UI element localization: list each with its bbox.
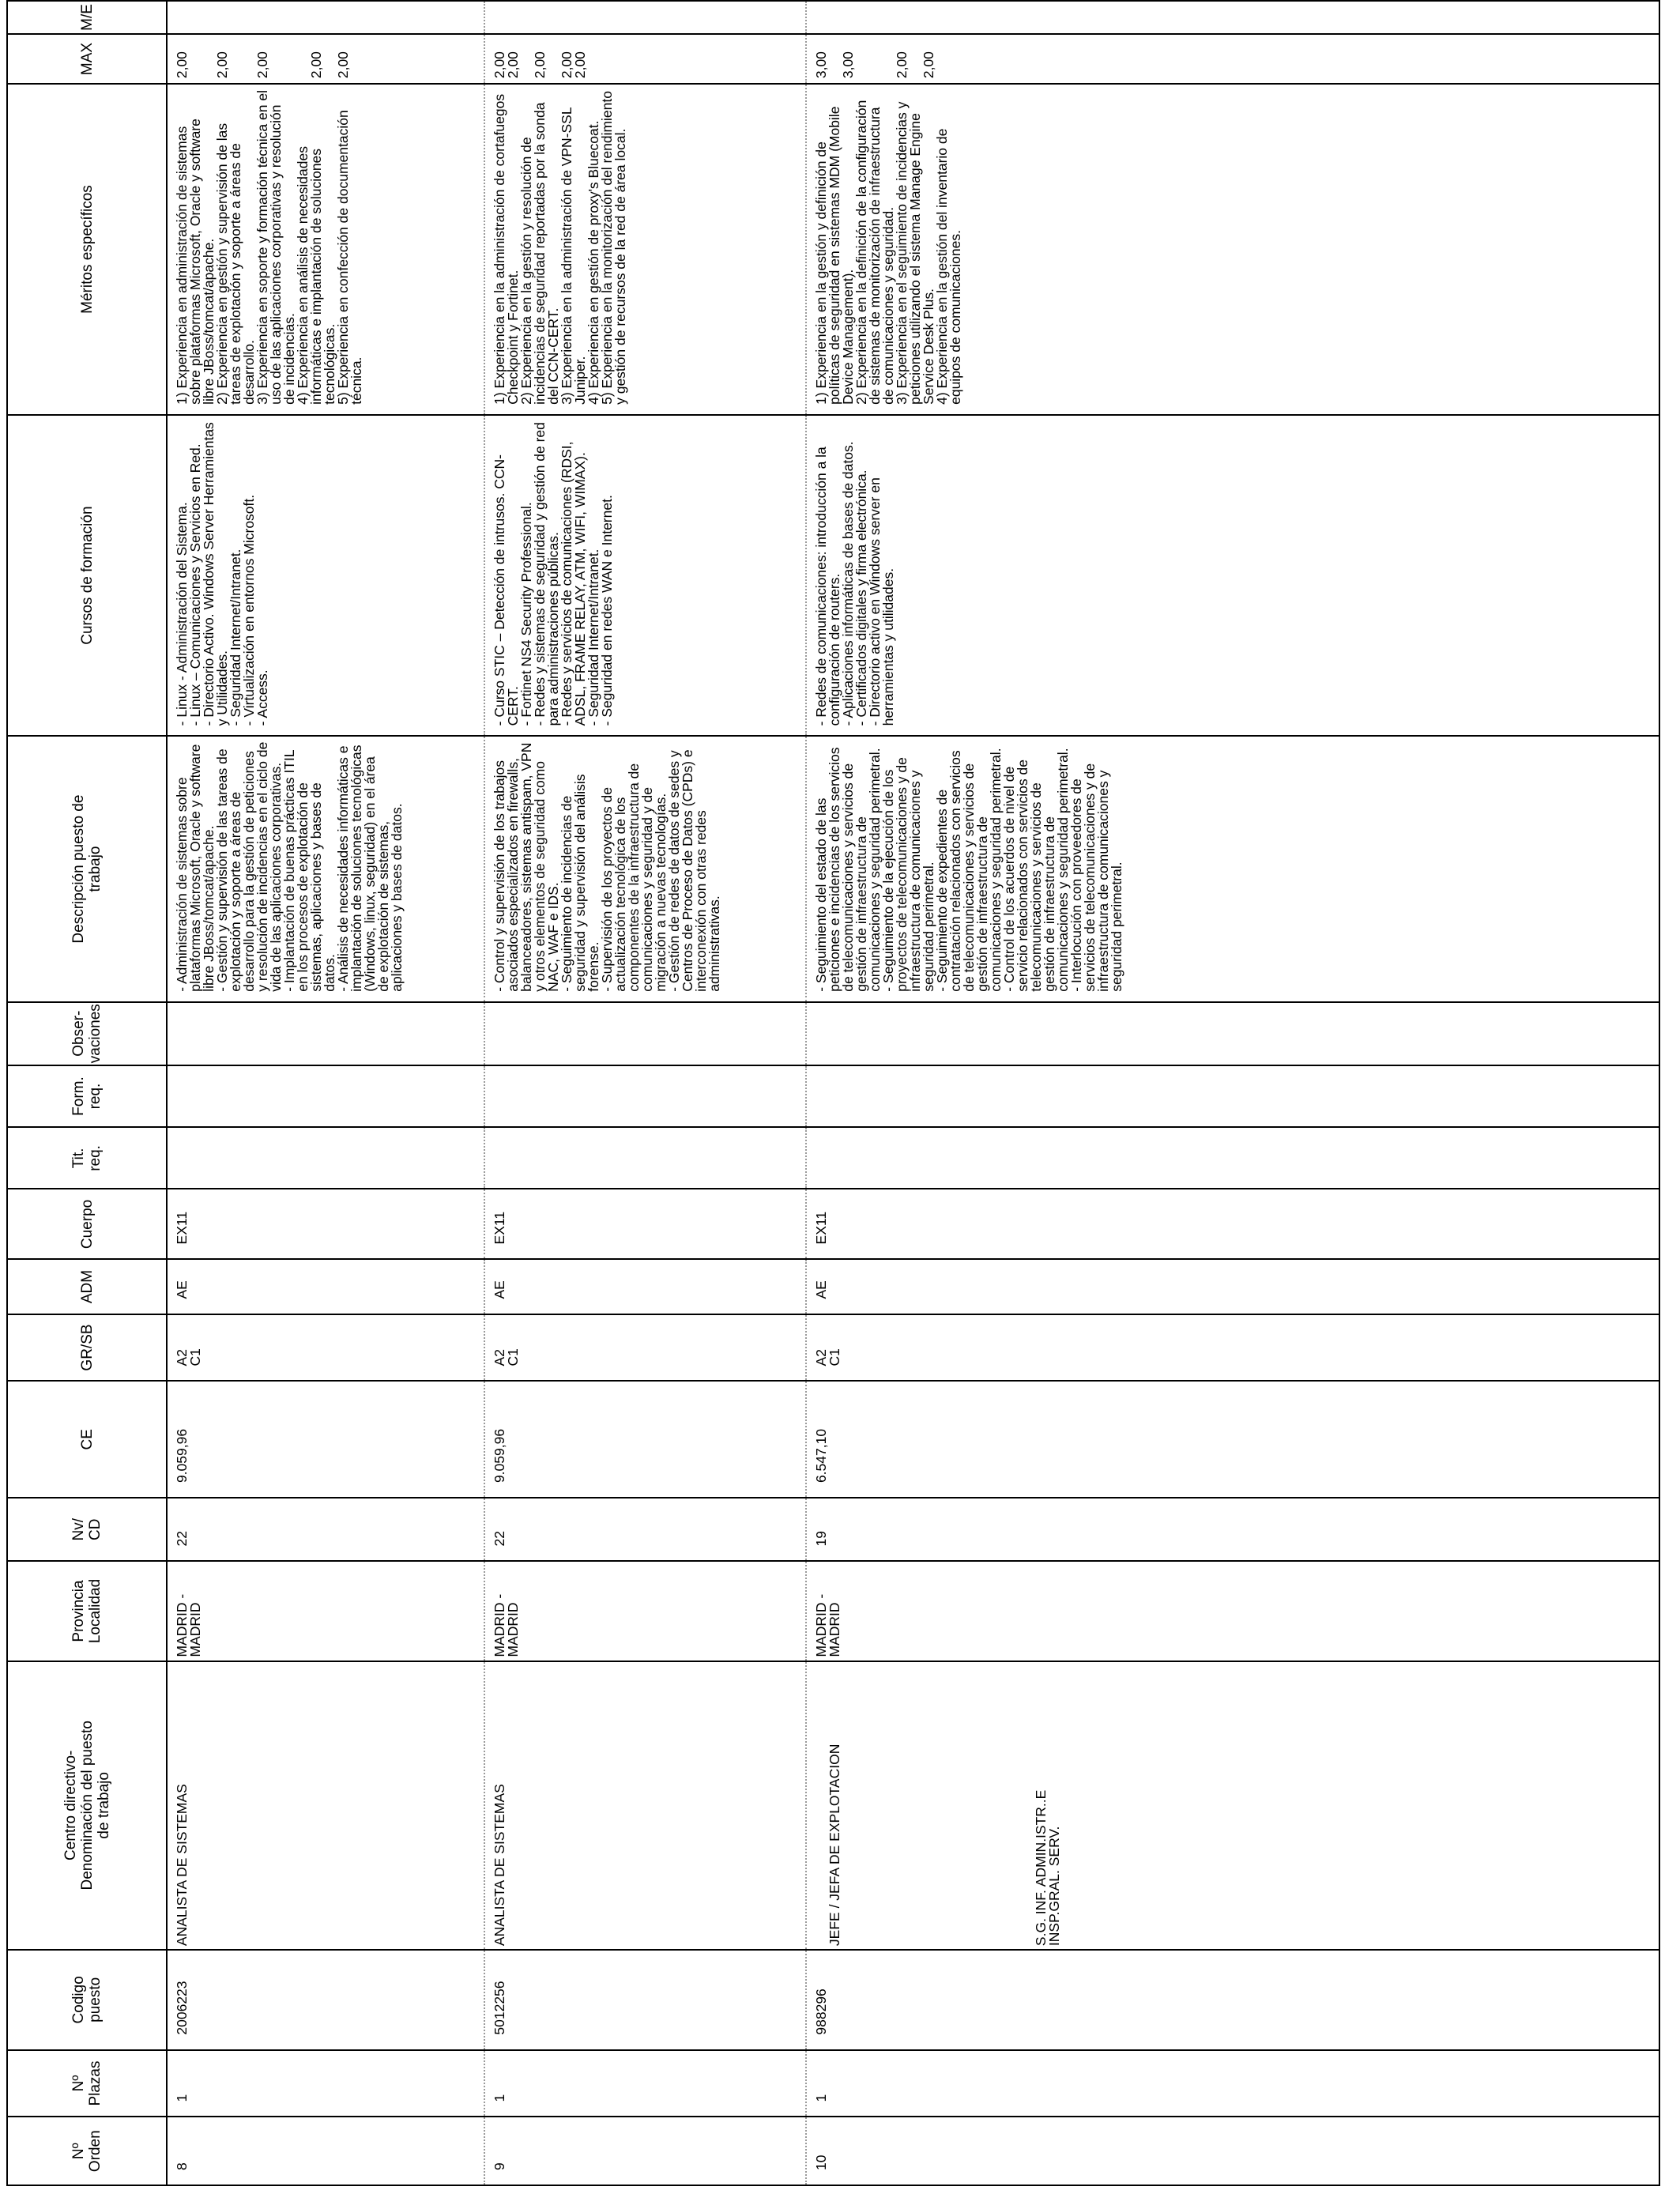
cell-form [167, 1065, 484, 1128]
header-centro: Centro directivo- Denominación del puesto de trabajo [7, 1661, 167, 1951]
cell-descripcion: - Control y supervisión de los trabajos asociados especializados en firewalls, balanceadores, sistemas antispam, VPN y otros elementos de seguridad como NAC, WAF e IDS. - Seguimiento de incidencias de seguridad y supervisión del análisis forense. - Supervisión de los proyectos de actualización tecnológica de los componentes de la infraestructura de comunicaciones y seguridad y de migración a nuevas tecnologías. - Gestión de redes de datos de sedes y Centros de Proceso de Datos (CPDs) e interconexión con otras redes administrativas. [484, 736, 806, 1001]
job-positions-table [6, 0, 1660, 2186]
table-row [484, 1, 806, 2185]
header-form: Form. req. [7, 1065, 167, 1128]
cell-centro-text: JEFE / JEFA DE EXPLOTACION [827, 1744, 842, 1947]
cell-max: 2,00 2,00 2,00 2,00 2,00 [484, 34, 806, 84]
cell-ce: 9.059,96 [484, 1381, 806, 1498]
cell-adm: AE [167, 1259, 484, 1314]
cell-orden: 9 [484, 2117, 806, 2185]
cell-observaciones [806, 1002, 1659, 1065]
header-ce: CE [7, 1381, 167, 1498]
cell-max: 2,00 2,00 2,00 2,00 2,00 [167, 34, 484, 84]
cell-form [806, 1065, 1659, 1128]
header-provincia: Provincia Localidad [7, 1561, 167, 1661]
cell-centro: ANALISTA DE SISTEMAS [484, 1661, 806, 1951]
cell-meritos: 1) Experiencia en la gestión y definición de políticas de seguridad en sistemas MDM (Mobile Device Management). 2) Experiencia en la definición de la configuración de sistemas de monitorización de infraestructura de comunicaciones y seguridad. 3) Experiencia en el seguimiento de incidencias y peticiones utilizando el sistema Manage Engine Service Desk Plus. 4) Experiencia en la gestión del inventario de equipos de comunicaciones. [806, 84, 1659, 415]
cell-cursos: - Linux - Administración del Sistema. - Linux – Comunicaciones y Servicios en Red. - Directorio Activo. Windows Server Herramientas y Utilidades. - Seguridad Internet/Intranet. - Virtualización en entornos Microsoft. - Access. [167, 415, 484, 736]
cell-ce: 6.547,10 [806, 1381, 1659, 1498]
cell-plazas: 1 [167, 2050, 484, 2117]
cell-adm: AE [806, 1259, 1659, 1314]
cell-meritos: 1) Experiencia en la administración de cortafuegos Checkpoint y Fortinet. 2) Experiencia en la gestión y resolución de incidencias de seguridad reportadas por la sonda del CCN-CERT. 3) Experiencia en la administración de VPN-SSL Juniper. 4) Experiencia en gestión de proxy's Bluecoat. 5) Experiencia en la monitorización del rendimiento y gestión de recursos de la red de área local. [484, 84, 806, 415]
header-nivel: Nv/ CD [7, 1498, 167, 1561]
header-codigo: Codigo puesto [7, 1950, 167, 2050]
cell-nivel: 22 [484, 1498, 806, 1561]
header-plazas: Nº Plazas [7, 2050, 167, 2117]
table-row [806, 1, 1659, 2185]
cell-cursos: - Curso STIC – Detección de intrusos. CCN-CERT. - Fortinet NS4 Security Professional. - Redes y sistemas de seguridad y gestión de red para administraciones públicas. - Redes y servicios de comunicaciones (RDSI, ADSL, FRAME RELAY, ATM, WIFI, WIMAX). - Seguridad Internet/Intranet. - Seguridad en redes WAN e Internet. [484, 415, 806, 736]
header-orden: Nº Orden [7, 2117, 167, 2185]
cell-tit [806, 1127, 1659, 1189]
cell-plazas: 1 [484, 2050, 806, 2117]
cell-tit [484, 1127, 806, 1189]
cell-tit [167, 1127, 484, 1189]
cell-adm: AE [484, 1259, 806, 1314]
cell-codigo: 5012256 [484, 1950, 806, 2050]
cell-orden: 8 [167, 2117, 484, 2185]
cell-provincia: MADRID - MADRID [806, 1561, 1659, 1661]
centro-footer-text: S.G. INF. ADMIN.ISTR..E INSP.GRAL. SERV. [1033, 1789, 1062, 1947]
header-observaciones: Obser- vaciones [7, 1002, 167, 1065]
cell-cursos: - Redes de comunicaciones: introducción a la configuración de routers. - Aplicaciones informáticas de bases de datos. - Certificados digitales y firma electrónica. - Directorio activo en Windows server en herramientas y utilidades. [806, 415, 1659, 736]
header-grupo: GR/SB [7, 1314, 167, 1382]
cell-meritos: 1) Experiencia en administración de sistemas sobre plataformas Microsoft, Oracle y software libre JBoss/tomcat/apache. 2) Experiencia en gestión y supervisión de las tareas de explotación y soporte a áreas de desarrollo. 3) Experiencia en soporte y formación técnica en el uso de las aplicaciones corporativas y resolución de incidencias. 4) Experiencia en análisis de necesidades informáticas e implantación de soluciones tecnológicas. 5) Experiencia en confección de documentación técnica. [167, 84, 484, 415]
cell-cuerpo: EX11 [167, 1189, 484, 1259]
cell-centro: ANALISTA DE SISTEMAS [167, 1661, 484, 1951]
cell-orden: 10 [806, 2117, 1659, 2185]
header-me: M/E [7, 1, 167, 34]
header-tit: Tit. req. [7, 1127, 167, 1189]
cell-grupo: A2 C1 [167, 1314, 484, 1382]
table-row [167, 1, 484, 2185]
header-max: MAX [7, 34, 167, 84]
header-cursos: Cursos de formación [7, 415, 167, 736]
cell-plazas: 1 [806, 2050, 1659, 2117]
header-descripcion: Descripción puesto de trabajo [7, 736, 167, 1001]
header-row [7, 1, 167, 2185]
header-cuerpo: Cuerpo [7, 1189, 167, 1259]
cell-provincia: MADRID - MADRID [167, 1561, 484, 1661]
cell-centro [806, 1661, 1659, 1951]
cell-observaciones [484, 1002, 806, 1065]
cell-grupo: A2 C1 [484, 1314, 806, 1382]
header-meritos: Méritos específicos [7, 84, 167, 415]
cell-me [167, 1, 484, 34]
cell-nivel: 19 [806, 1498, 1659, 1561]
cell-me [484, 1, 806, 34]
cell-form [484, 1065, 806, 1128]
cell-me [806, 1, 1659, 34]
cell-provincia: MADRID - MADRID [484, 1561, 806, 1661]
cell-codigo: 2006223 [167, 1950, 484, 2050]
cell-observaciones [167, 1002, 484, 1065]
header-adm: ADM [7, 1259, 167, 1314]
cell-max: 3,00 3,00 2,00 2,00 [806, 34, 1659, 84]
cell-nivel: 22 [167, 1498, 484, 1561]
cell-cuerpo: EX11 [484, 1189, 806, 1259]
cell-codigo: 988296 [806, 1950, 1659, 2050]
cell-descripcion: - Administración de sistemas sobre plataformas Microsoft, Oracle y software libre JBoss/tomcat/apache. - Gestión y supervisión de las tareas de explotación y soporte a áreas de desarrollo para la gestión de peticiones y resolución de incidencias en el ciclo de vida de las aplicaciones corporativas. - Implantación de buenas prácticas ITIL en los procesos de explotación de sistemas, aplicaciones y bases de datos. - Análisis de necesidades informáticas e implantación de soluciones tecnológicas (Windows, linux, seguridad) en el área de explotación de sistemas, aplicaciones y bases de datos. [167, 736, 484, 1001]
cell-cuerpo: EX11 [806, 1189, 1659, 1259]
cell-ce: 9.059,96 [167, 1381, 484, 1498]
cell-descripcion: - Seguimiento del estado de las peticiones e incidencias de los servicios de telecomunicaciones y servicios de gestión de infraestructura de comunicaciones y seguridad perimetral. - Seguimiento de la ejecución de los proyectos de telecomunicaciones y de infraestructura de comunicaciones y seguridad perimetral. - Seguimiento de expedientes de contratación relacionados con servicios de telecomunicaciones y servicios de gestión de infraestructura de comunicaciones y seguridad perimetral. - Control de los acuerdos de nivel de servicio relacionados con servicios de telecomunicaciones y servicios de gestión de infraestructura de comunicaciones y seguridad perimetral. - Interlocución con proveedores de servicios de telecomunicaciones y de infraestructura de comunicaciones y seguridad perimetral. [806, 736, 1659, 1001]
cell-grupo: A2 C1 [806, 1314, 1659, 1382]
